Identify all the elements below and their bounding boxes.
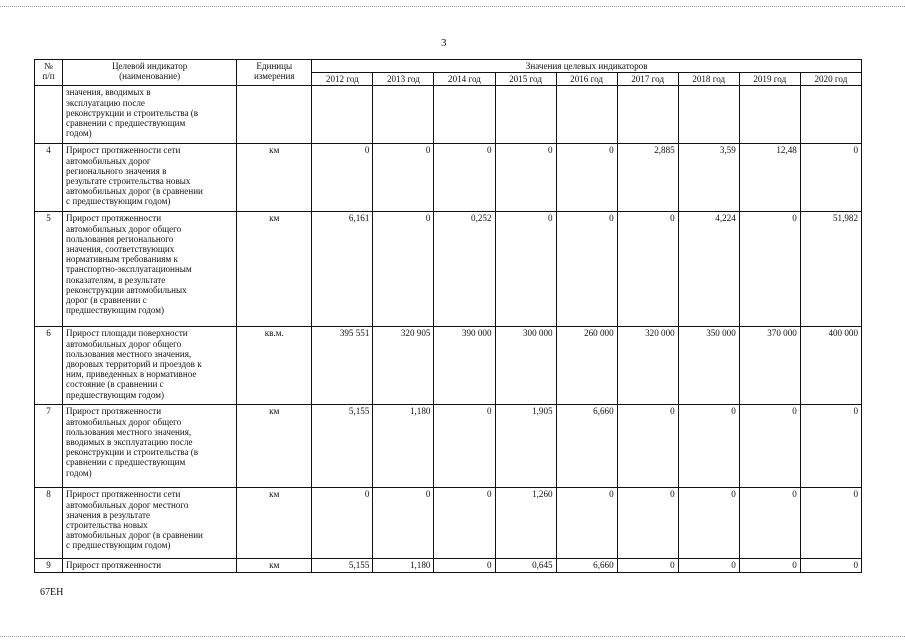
header-year: 2016 год	[556, 73, 617, 86]
value-cell: 1,260	[495, 488, 556, 559]
value-cell: 320 000	[617, 327, 678, 405]
value-cell: 6,660	[556, 559, 617, 573]
value-cell	[312, 86, 373, 144]
unit-cell: км	[237, 405, 312, 488]
value-cell: 0	[373, 488, 434, 559]
value-cell: 3,59	[678, 144, 739, 212]
header-unit: Единицы измерения	[237, 60, 312, 86]
table-row	[35, 327, 862, 405]
value-cell: 370 000	[739, 327, 800, 405]
value-cell: 260 000	[556, 327, 617, 405]
value-cell: 0	[739, 488, 800, 559]
header-year: 2014 год	[434, 73, 495, 86]
value-cell: 12,48	[739, 144, 800, 212]
indicator-name: Прирост протяженности сети автомобильных дорог регионального значения в результате строительства новых автомобильных дорог (в сравнении с предшествующим годом)	[63, 144, 237, 212]
value-cell: 0,645	[495, 559, 556, 573]
value-cell: 0	[678, 559, 739, 573]
value-cell: 320 905	[373, 327, 434, 405]
unit-cell: км	[237, 559, 312, 573]
value-cell: 300 000	[495, 327, 556, 405]
value-cell: 0	[556, 212, 617, 327]
unit-cell: км	[237, 488, 312, 559]
value-cell: 0	[739, 405, 800, 488]
row-number	[35, 86, 63, 144]
value-cell	[800, 86, 861, 144]
value-cell: 0	[312, 488, 373, 559]
value-cell: 0	[434, 488, 495, 559]
row-number: 7	[35, 405, 63, 488]
value-cell	[739, 86, 800, 144]
value-cell	[495, 86, 556, 144]
header-number: № п/п	[35, 60, 63, 86]
indicator-name: Прирост площади поверхности автомобильных дорог общего пользования местного значения, дворовых территорий и проездов к ним, приведенных в нормативное состояние (в сравнении с предшествующим годом)	[63, 327, 237, 405]
header-year: 2018 год	[678, 73, 739, 86]
target-indicators-table	[34, 59, 862, 573]
value-cell: 390 000	[434, 327, 495, 405]
header-indicator-name: Целевой индикатор (наименование)	[63, 60, 237, 86]
value-cell: 0	[739, 212, 800, 327]
value-cell: 0	[434, 144, 495, 212]
value-cell: 1,905	[495, 405, 556, 488]
value-cell: 400 000	[800, 327, 861, 405]
header-year: 2020 год	[800, 73, 861, 86]
value-cell: 0	[617, 212, 678, 327]
unit-cell: км	[237, 212, 312, 327]
value-cell: 1,180	[373, 405, 434, 488]
value-cell: 0	[739, 559, 800, 573]
unit-cell: кв.м.	[237, 327, 312, 405]
header-year: 2012 год	[312, 73, 373, 86]
header-year: 2019 год	[739, 73, 800, 86]
row-number: 6	[35, 327, 63, 405]
value-cell: 395 551	[312, 327, 373, 405]
indicator-name: значения, вводимых в эксплуатацию после реконструкции и строительства (в сравнении с предшествующим годом)	[63, 86, 237, 144]
footer-code: 67ЕН	[40, 587, 64, 598]
indicator-name: Прирост протяженности автомобильных дорог общего пользования регионального значения, соответствующих нормативным требованиям к транспортно-эксплуатационным показателям, в результате реконструкции автомобильных дорог (в сравнении с предшествующим годом)	[63, 212, 237, 327]
value-cell	[373, 86, 434, 144]
value-cell: 0	[617, 559, 678, 573]
value-cell: 1,180	[373, 559, 434, 573]
table-row	[35, 212, 862, 327]
value-cell: 5,155	[312, 405, 373, 488]
table-row	[35, 488, 862, 559]
value-cell: 0	[617, 488, 678, 559]
value-cell: 0	[800, 559, 861, 573]
value-cell: 350 000	[678, 327, 739, 405]
row-number: 9	[35, 559, 63, 573]
value-cell: 0	[800, 144, 861, 212]
value-cell: 0	[434, 559, 495, 573]
unit-cell: км	[237, 144, 312, 212]
value-cell: 0	[800, 488, 861, 559]
table-row	[35, 405, 862, 488]
value-cell: 0	[373, 212, 434, 327]
value-cell: 0	[800, 405, 861, 488]
value-cell: 0	[373, 144, 434, 212]
table-row	[35, 86, 862, 144]
scan-edge-top	[0, 6, 905, 7]
table-row	[35, 559, 862, 573]
table-row	[35, 144, 862, 212]
value-cell: 0	[678, 488, 739, 559]
unit-cell	[237, 86, 312, 144]
value-cell: 0	[678, 405, 739, 488]
value-cell: 51,982	[800, 212, 861, 327]
header-year: 2013 год	[373, 73, 434, 86]
value-cell	[617, 86, 678, 144]
value-cell: 0,252	[434, 212, 495, 327]
indicator-name: Прирост протяженности сети автомобильных дорог местного значения в результате строительства новых автомобильных дорог (в сравнении с предшествующим годом)	[63, 488, 237, 559]
header-year: 2015 год	[495, 73, 556, 86]
value-cell: 4,224	[678, 212, 739, 327]
row-number: 4	[35, 144, 63, 212]
value-cell: 0	[617, 405, 678, 488]
value-cell: 0	[495, 144, 556, 212]
row-number: 5	[35, 212, 63, 327]
value-cell: 5,155	[312, 559, 373, 573]
header-year: 2017 год	[617, 73, 678, 86]
value-cell: 0	[495, 212, 556, 327]
value-cell: 0	[556, 488, 617, 559]
value-cell: 6,660	[556, 405, 617, 488]
value-cell: 2,885	[617, 144, 678, 212]
page-number: 3	[441, 37, 447, 49]
value-cell	[434, 86, 495, 144]
scan-edge-bottom	[0, 636, 905, 637]
value-cell: 6,161	[312, 212, 373, 327]
value-cell	[678, 86, 739, 144]
indicator-name: Прирост протяженности автомобильных дорог общего пользования местного значения, вводимых в эксплуатацию после реконструкции и строительства (в сравнении с предшествующим годом)	[63, 405, 237, 488]
value-cell: 0	[312, 144, 373, 212]
row-number: 8	[35, 488, 63, 559]
value-cell: 0	[556, 144, 617, 212]
header-values-group: Значения целевых индикаторов	[312, 60, 862, 73]
value-cell	[556, 86, 617, 144]
indicator-name: Прирост протяженности	[63, 559, 237, 573]
value-cell: 0	[434, 405, 495, 488]
